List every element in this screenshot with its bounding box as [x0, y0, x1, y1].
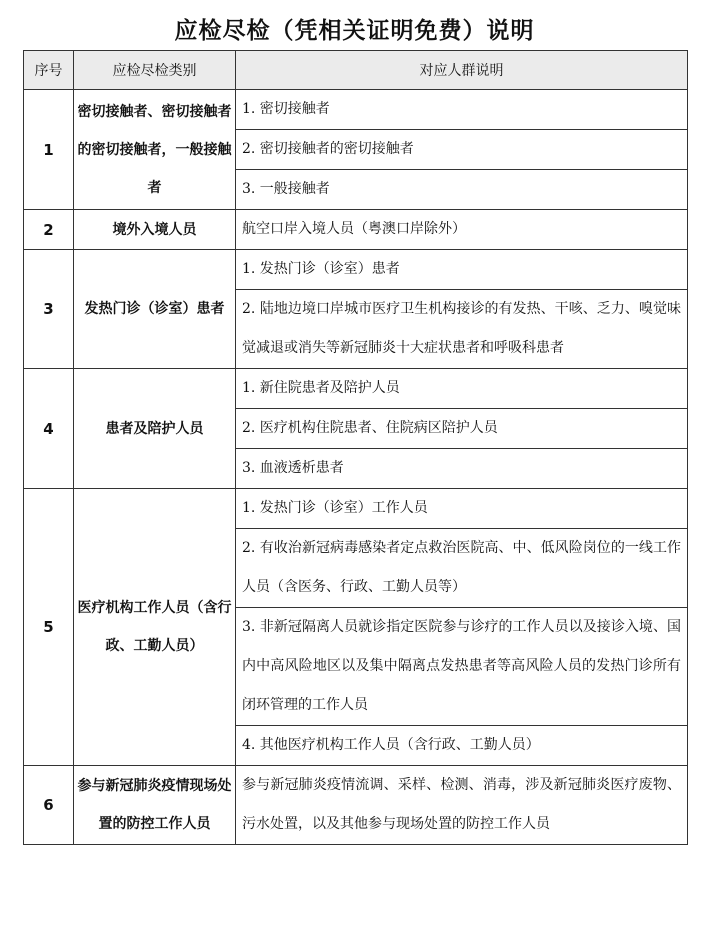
- row-number: 3: [24, 250, 74, 369]
- description-item: 1. 发热门诊（诊室）患者: [236, 250, 687, 290]
- row-number: 6: [24, 766, 74, 845]
- testing-table: [23, 50, 688, 845]
- table-header-row: [24, 51, 688, 90]
- description-item: 4. 其他医疗机构工作人员（含行政、工勤人员）: [242, 737, 540, 753]
- row-category: 境外入境人员: [74, 210, 236, 250]
- row-description: [236, 250, 688, 369]
- row-description: [236, 369, 688, 489]
- description-item: 2. 密切接触者的密切接触者: [236, 130, 687, 170]
- description-item: 3. 一般接触者: [242, 181, 330, 197]
- description-item: 2. 有收治新冠病毒感染者定点救治医院高、中、低风险岗位的一线工作人员（含医务、行政、工勤人员等）: [236, 529, 687, 608]
- table-row: [24, 250, 688, 369]
- description-item: 航空口岸入境人员（粤澳口岸除外）: [242, 221, 466, 237]
- row-number: 2: [24, 210, 74, 250]
- description-item: 3. 血液透析患者: [242, 460, 344, 476]
- row-number: 1: [24, 90, 74, 210]
- header-description: 对应人群说明: [236, 51, 688, 90]
- row-category: 参与新冠肺炎疫情现场处置的防控工作人员: [74, 766, 236, 845]
- row-description: [236, 90, 688, 210]
- row-number: 4: [24, 369, 74, 489]
- row-category: 密切接触者、密切接触者的密切接触者，一般接触者: [74, 90, 236, 210]
- table-row: [24, 90, 688, 210]
- description-item: 1. 发热门诊（诊室）工作人员: [236, 489, 687, 529]
- table-row: [24, 369, 688, 489]
- description-item: 1. 新住院患者及陪护人员: [236, 369, 687, 409]
- description-item: 1. 密切接触者: [236, 90, 687, 130]
- page-title: 应检尽检（凭相关证明免费）说明: [174, 18, 535, 44]
- header-number: 序号: [24, 51, 74, 90]
- description-item: 2. 陆地边境口岸城市医疗卫生机构接诊的有发热、干咳、乏力、嗅觉味觉减退或消失等新冠肺炎十大症状患者和呼吸科患者: [242, 301, 681, 356]
- header-category: 应检尽检类别: [74, 51, 236, 90]
- table-row: [24, 766, 688, 845]
- row-description: [236, 210, 688, 250]
- description-item: 3. 非新冠隔离人员就诊指定医院参与诊疗的工作人员以及接诊入境、国内中高风险地区以及集中隔离点发热患者等高风险人员的发热门诊所有闭环管理的工作人员: [236, 608, 687, 726]
- description-item: 2. 医疗机构住院患者、住院病区陪护人员: [236, 409, 687, 449]
- row-category: 患者及陪护人员: [74, 369, 236, 489]
- row-description: [236, 489, 688, 766]
- row-description: [236, 766, 688, 845]
- description-item: 参与新冠肺炎疫情流调、采样、检测、消毒，涉及新冠肺炎医疗废物、污水处置，以及其他参与现场处置的防控工作人员: [242, 777, 681, 832]
- row-number: 5: [24, 489, 74, 766]
- row-category: 医疗机构工作人员（含行政、工勤人员）: [74, 489, 236, 766]
- table-row: [24, 489, 688, 766]
- table-row: [24, 210, 688, 250]
- row-category: 发热门诊（诊室）患者: [74, 250, 236, 369]
